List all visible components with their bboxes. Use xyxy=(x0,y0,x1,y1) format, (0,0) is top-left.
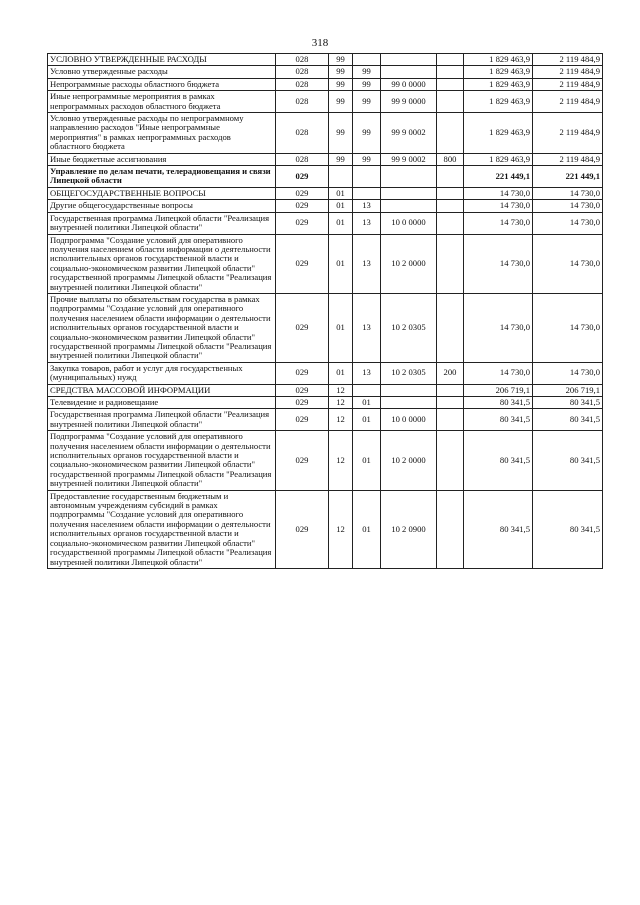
cell-expense-type xyxy=(437,187,464,199)
budget-table xyxy=(47,53,603,569)
cell-expense-type xyxy=(437,91,464,113)
cell-sum-year2: 2 119 484,9 xyxy=(533,153,603,165)
table-row xyxy=(48,91,603,113)
cell-ministry-code: 028 xyxy=(276,91,329,113)
cell-target-article: 10 0 0000 xyxy=(381,212,437,234)
cell-section: 99 xyxy=(329,113,353,154)
table-row xyxy=(48,212,603,234)
cell-subsection xyxy=(353,166,381,188)
cell-expense-type xyxy=(437,293,464,362)
cell-sum-year2: 2 119 484,9 xyxy=(533,113,603,154)
cell-subsection: 13 xyxy=(353,362,381,384)
cell-section: 01 xyxy=(329,212,353,234)
cell-sum-year2: 2 119 484,9 xyxy=(533,66,603,78)
table-row xyxy=(48,153,603,165)
cell-section: 01 xyxy=(329,200,353,212)
cell-name: Другие общегосударственные вопросы xyxy=(48,200,276,212)
cell-section: 99 xyxy=(329,54,353,66)
cell-section: 01 xyxy=(329,187,353,199)
cell-section: 01 xyxy=(329,234,353,293)
cell-subsection: 13 xyxy=(353,293,381,362)
cell-name: Подпрограмма "Создание условий для оперативного получения населением области информации о деятельности исполнительных органов государственной власти и социально-экономическом развитии Липецкой области" государственной программы Липецкой области "Реализация внутренней политики Липецкой области" xyxy=(48,431,276,490)
cell-sum-year2: 14 730,0 xyxy=(533,293,603,362)
cell-expense-type xyxy=(437,113,464,154)
cell-sum-year1: 80 341,5 xyxy=(464,409,533,431)
table-row xyxy=(48,200,603,212)
cell-sum-year1: 1 829 463,9 xyxy=(464,54,533,66)
cell-target-article: 10 2 0900 xyxy=(381,490,437,568)
table-row xyxy=(48,234,603,293)
cell-ministry-code: 029 xyxy=(276,166,329,188)
cell-sum-year2: 14 730,0 xyxy=(533,212,603,234)
cell-name: Подпрограмма "Создание условий для оперативного получения населением области информации о деятельности исполнительных органов государственной власти и социально-экономическом развитии Липецкой области" государственной программы Липецкой области "Реализация внутренней политики Липецкой области" xyxy=(48,234,276,293)
cell-sum-year2: 221 449,1 xyxy=(533,166,603,188)
cell-section xyxy=(329,166,353,188)
table-row xyxy=(48,397,603,409)
cell-sum-year1: 1 829 463,9 xyxy=(464,78,533,90)
cell-target-article xyxy=(381,397,437,409)
cell-ministry-code: 029 xyxy=(276,200,329,212)
cell-expense-type xyxy=(437,397,464,409)
table-row xyxy=(48,166,603,188)
cell-name: Закупка товаров, работ и услуг для государственных (муниципальных) нужд xyxy=(48,362,276,384)
cell-name: Государственная программа Липецкой области "Реализация внутренней политики Липецкой области" xyxy=(48,212,276,234)
cell-ministry-code: 028 xyxy=(276,66,329,78)
cell-target-article xyxy=(381,166,437,188)
cell-ministry-code: 029 xyxy=(276,384,329,396)
cell-section: 12 xyxy=(329,384,353,396)
cell-expense-type xyxy=(437,234,464,293)
cell-target-article xyxy=(381,54,437,66)
cell-subsection: 01 xyxy=(353,431,381,490)
cell-target-article xyxy=(381,200,437,212)
cell-name: Непрограммные расходы областного бюджета xyxy=(48,78,276,90)
cell-target-article: 99 0 0000 xyxy=(381,78,437,90)
cell-name: Иные бюджетные ассигнования xyxy=(48,153,276,165)
cell-sum-year2: 14 730,0 xyxy=(533,200,603,212)
table-row xyxy=(48,409,603,431)
cell-section: 01 xyxy=(329,293,353,362)
cell-sum-year2: 80 341,5 xyxy=(533,431,603,490)
cell-target-article: 99 9 0002 xyxy=(381,113,437,154)
cell-ministry-code: 029 xyxy=(276,187,329,199)
cell-expense-type xyxy=(437,66,464,78)
cell-ministry-code: 029 xyxy=(276,431,329,490)
cell-ministry-code: 028 xyxy=(276,113,329,154)
cell-sum-year2: 80 341,5 xyxy=(533,409,603,431)
cell-subsection: 99 xyxy=(353,66,381,78)
cell-name: СРЕДСТВА МАССОВОЙ ИНФОРМАЦИИ xyxy=(48,384,276,396)
cell-target-article: 10 2 0305 xyxy=(381,293,437,362)
table-row xyxy=(48,293,603,362)
cell-section: 12 xyxy=(329,409,353,431)
page-number: 318 xyxy=(311,37,329,49)
cell-subsection: 13 xyxy=(353,212,381,234)
cell-expense-type xyxy=(437,490,464,568)
cell-name: Предоставление государственным бюджетным и автономным учреждениям субсидий в рамках подпрограммы "Создание условий для оперативного получения населением области информации о деятельности исполнительных органов государственной власти и социально-экономическом развитии Липецкой области" государственной программы Липецкой области "Реализация внутренней политики Липецкой области" xyxy=(48,490,276,568)
cell-sum-year1: 206 719,1 xyxy=(464,384,533,396)
table-row xyxy=(48,113,603,154)
cell-section: 99 xyxy=(329,78,353,90)
cell-subsection xyxy=(353,54,381,66)
cell-target-article: 10 2 0000 xyxy=(381,431,437,490)
cell-expense-type xyxy=(437,431,464,490)
cell-subsection: 01 xyxy=(353,409,381,431)
cell-ministry-code: 029 xyxy=(276,409,329,431)
cell-target-article: 10 2 0000 xyxy=(381,234,437,293)
table-row xyxy=(48,490,603,568)
cell-ministry-code: 029 xyxy=(276,293,329,362)
cell-expense-type: 800 xyxy=(437,153,464,165)
cell-sum-year2: 80 341,5 xyxy=(533,397,603,409)
cell-sum-year2: 2 119 484,9 xyxy=(533,78,603,90)
cell-section: 99 xyxy=(329,153,353,165)
cell-section: 12 xyxy=(329,431,353,490)
cell-name: Прочие выплаты по обязательствам государства в рамках подпрограммы "Создание условий для оперативного получения населением области информации о деятельности исполнительных органов государственной власти и социально-экономическом развитии Липецкой области" государственной программы Липецкой области "Реализация внутренней политики Липецкой области" xyxy=(48,293,276,362)
cell-target-article xyxy=(381,187,437,199)
cell-sum-year2: 2 119 484,9 xyxy=(533,91,603,113)
cell-target-article xyxy=(381,384,437,396)
cell-sum-year1: 1 829 463,9 xyxy=(464,153,533,165)
cell-subsection: 13 xyxy=(353,200,381,212)
cell-expense-type xyxy=(437,54,464,66)
cell-sum-year1: 221 449,1 xyxy=(464,166,533,188)
cell-name: Государственная программа Липецкой области "Реализация внутренней политики Липецкой области" xyxy=(48,409,276,431)
cell-section: 99 xyxy=(329,91,353,113)
cell-subsection: 01 xyxy=(353,490,381,568)
table-row xyxy=(48,66,603,78)
cell-sum-year1: 14 730,0 xyxy=(464,187,533,199)
cell-expense-type: 200 xyxy=(437,362,464,384)
cell-ministry-code: 029 xyxy=(276,397,329,409)
cell-ministry-code: 029 xyxy=(276,362,329,384)
cell-sum-year1: 1 829 463,9 xyxy=(464,66,533,78)
cell-target-article: 10 2 0305 xyxy=(381,362,437,384)
cell-expense-type xyxy=(437,78,464,90)
cell-sum-year2: 14 730,0 xyxy=(533,234,603,293)
cell-sum-year1: 80 341,5 xyxy=(464,431,533,490)
cell-subsection: 99 xyxy=(353,91,381,113)
cell-subsection: 99 xyxy=(353,78,381,90)
table-row xyxy=(48,431,603,490)
cell-sum-year1: 14 730,0 xyxy=(464,200,533,212)
cell-subsection: 99 xyxy=(353,113,381,154)
cell-sum-year2: 80 341,5 xyxy=(533,490,603,568)
table-row xyxy=(48,187,603,199)
cell-sum-year1: 1 829 463,9 xyxy=(464,113,533,154)
cell-ministry-code: 029 xyxy=(276,490,329,568)
cell-subsection: 01 xyxy=(353,397,381,409)
cell-target-article xyxy=(381,66,437,78)
cell-name: Телевидение и радиовещание xyxy=(48,397,276,409)
cell-target-article: 99 9 0002 xyxy=(381,153,437,165)
cell-section: 12 xyxy=(329,490,353,568)
cell-expense-type xyxy=(437,200,464,212)
cell-expense-type xyxy=(437,166,464,188)
cell-subsection xyxy=(353,187,381,199)
cell-section: 12 xyxy=(329,397,353,409)
cell-target-article: 99 9 0000 xyxy=(381,91,437,113)
cell-name: Управление по делам печати, телерадиовещания и связи Липецкой области xyxy=(48,166,276,188)
cell-sum-year2: 206 719,1 xyxy=(533,384,603,396)
cell-name: Иные непрограммные мероприятия в рамках непрограммных расходов областного бюджета xyxy=(48,91,276,113)
cell-ministry-code: 028 xyxy=(276,78,329,90)
table-row xyxy=(48,384,603,396)
cell-sum-year1: 14 730,0 xyxy=(464,362,533,384)
cell-subsection xyxy=(353,384,381,396)
cell-ministry-code: 029 xyxy=(276,234,329,293)
cell-name: УСЛОВНО УТВЕРЖДЕННЫЕ РАСХОДЫ xyxy=(48,54,276,66)
cell-expense-type xyxy=(437,212,464,234)
cell-target-article: 10 0 0000 xyxy=(381,409,437,431)
cell-ministry-code: 028 xyxy=(276,153,329,165)
cell-sum-year1: 80 341,5 xyxy=(464,490,533,568)
cell-expense-type xyxy=(437,409,464,431)
cell-subsection: 13 xyxy=(353,234,381,293)
cell-sum-year1: 14 730,0 xyxy=(464,234,533,293)
cell-sum-year1: 14 730,0 xyxy=(464,212,533,234)
cell-sum-year1: 1 829 463,9 xyxy=(464,91,533,113)
cell-ministry-code: 029 xyxy=(276,212,329,234)
cell-subsection: 99 xyxy=(353,153,381,165)
cell-expense-type xyxy=(437,384,464,396)
cell-name: ОБЩЕГОСУДАРСТВЕННЫЕ ВОПРОСЫ xyxy=(48,187,276,199)
table-row xyxy=(48,54,603,66)
cell-section: 99 xyxy=(329,66,353,78)
cell-sum-year2: 14 730,0 xyxy=(533,362,603,384)
cell-name: Условно утвержденные расходы xyxy=(48,66,276,78)
cell-sum-year1: 80 341,5 xyxy=(464,397,533,409)
table-row xyxy=(48,78,603,90)
cell-ministry-code: 028 xyxy=(276,54,329,66)
cell-sum-year2: 14 730,0 xyxy=(533,187,603,199)
table-row xyxy=(48,362,603,384)
cell-sum-year1: 14 730,0 xyxy=(464,293,533,362)
cell-name: Условно утвержденные расходы по непрограммному направлению расходов "Иные непрограммные мероприятия" в рамках непрограммных расходов областного бюджета xyxy=(48,113,276,154)
cell-section: 01 xyxy=(329,362,353,384)
cell-sum-year2: 2 119 484,9 xyxy=(533,54,603,66)
